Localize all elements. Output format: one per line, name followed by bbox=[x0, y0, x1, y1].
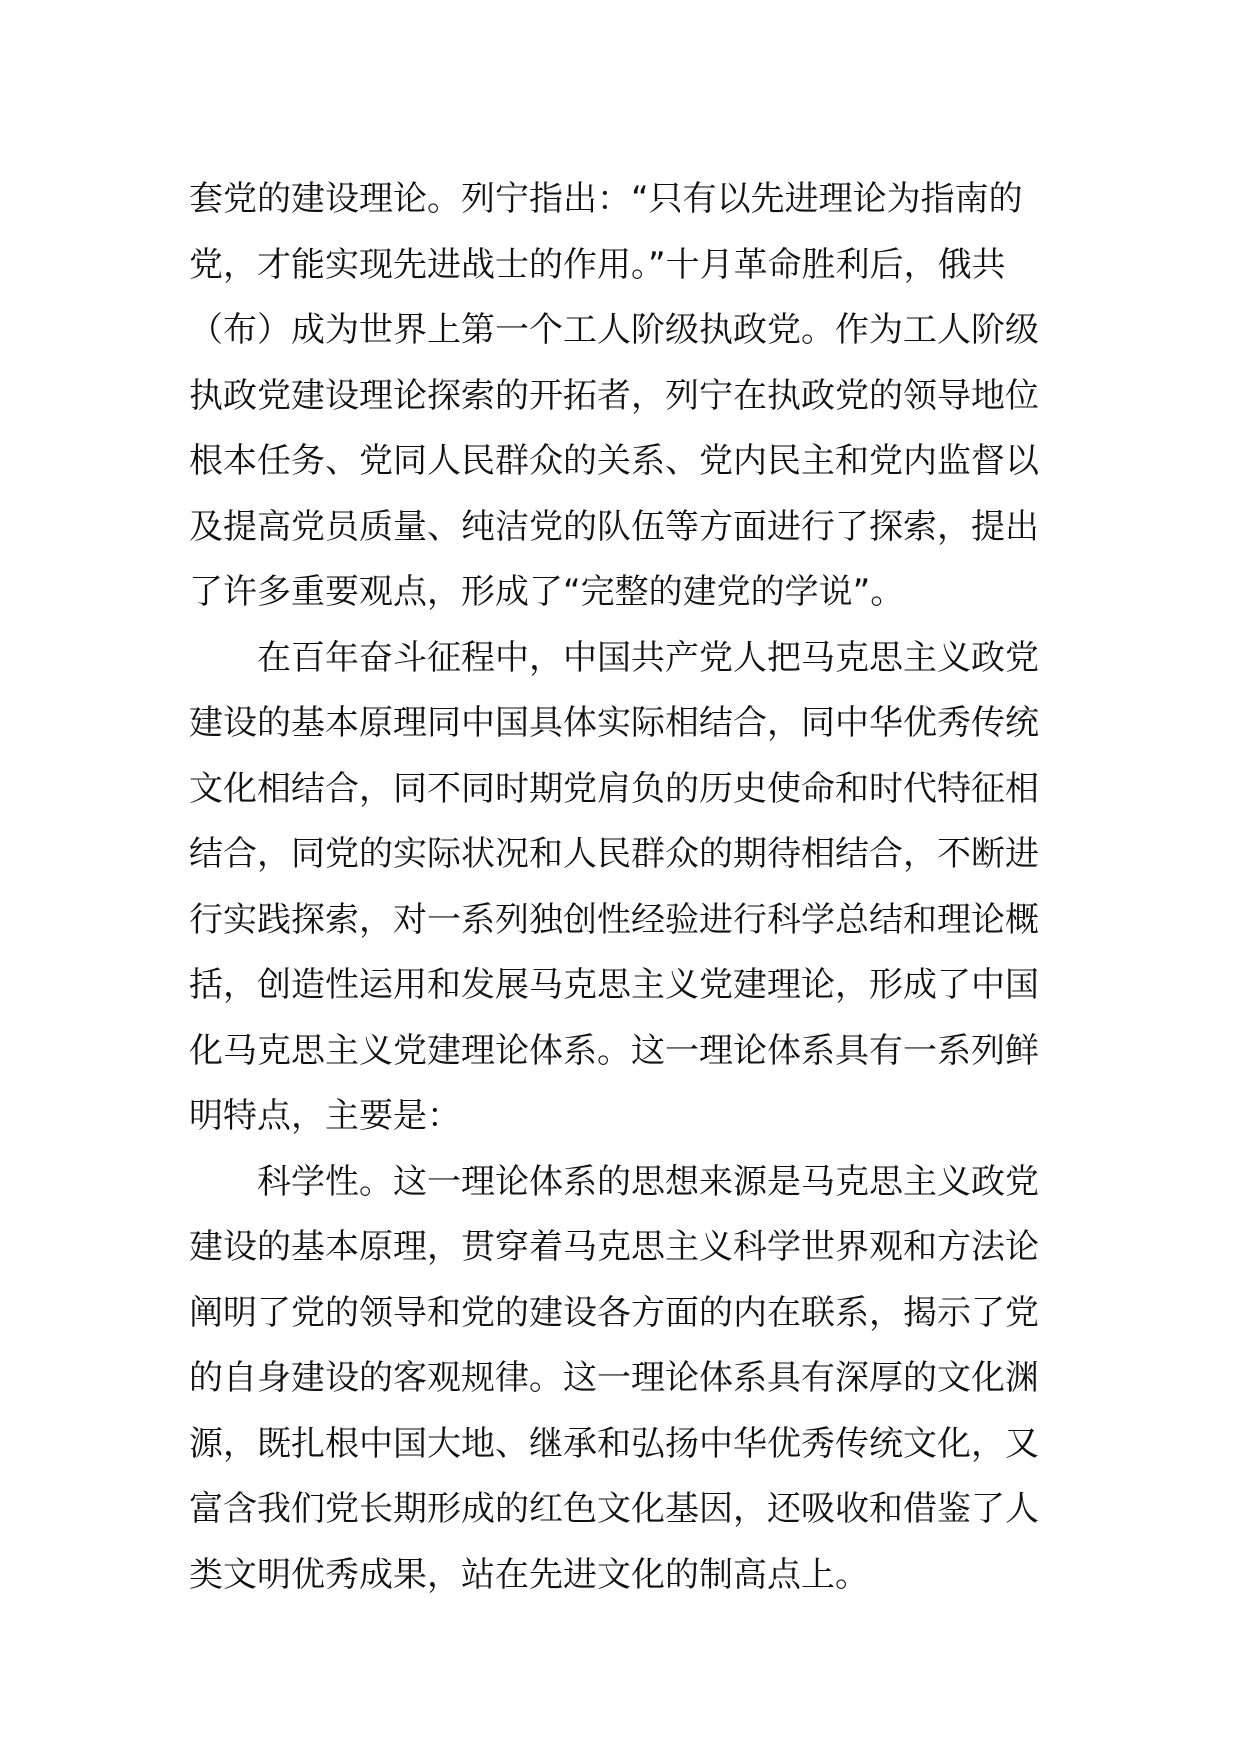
text-line: 建设的基本原理，贯穿着马克思主义科学世界观和方法论 bbox=[189, 1227, 1039, 1267]
text-line: 结合，同党的实际状况和人民群众的期待相结合，不断进 bbox=[189, 834, 1039, 874]
text-line: 根本任务、党同人民群众的关系、党内民主和党内监督以 bbox=[189, 441, 1039, 481]
paragraph-start-line: 科学性。这一理论体系的思想来源是马克思主义政党 bbox=[257, 1161, 1039, 1202]
text-line: 及提高党员质量、纯洁党的队伍等方面进行了探索，提出 bbox=[189, 506, 1039, 547]
body-text bbox=[189, 167, 1059, 1608]
text-line: 建设的基本原理同中国具体实际相结合，同中华优秀传统 bbox=[189, 703, 1039, 743]
text-line: 执政党建设理论探索的开拓者，列宁在执政党的领导地位 bbox=[189, 375, 1039, 416]
text-line: 富含我们党长期形成的红色文化基因，还吸收和借鉴了人 bbox=[189, 1489, 1039, 1529]
text-line: 行实践探索，对一系列独创性经验进行科学总结和理论概 bbox=[189, 899, 1039, 940]
text-line: 阐明了党的领导和党的建设各方面的内在联系，揭示了党 bbox=[189, 1292, 1039, 1333]
text-line: （布）成为世界上第一个工人阶级执政党。作为工人阶级 bbox=[189, 310, 1039, 350]
text-line: 套党的建设理论。列宁指出：“只有以先进理论为指南的 bbox=[189, 179, 1023, 219]
text-line: 了许多重要观点，形成了“完整的建党的学说”。 bbox=[189, 572, 905, 612]
text-line: 括，创造性运用和发展马克思主义党建理论，形成了中国 bbox=[189, 965, 1039, 1005]
text-line: 明特点，主要是： bbox=[189, 1096, 461, 1136]
text-line: 党，才能实现先进战士的作用。”十月革命胜利后，俄共 bbox=[189, 244, 1006, 285]
text-line: 化马克思主义党建理论体系。这一理论体系具有一系列鲜 bbox=[189, 1030, 1039, 1071]
text-line: 的自身建设的客观规律。这一理论体系具有深厚的文化渊 bbox=[189, 1358, 1039, 1398]
text-line: 源，既扎根中国大地、继承和弘扬中华优秀传统文化，又 bbox=[189, 1423, 1039, 1464]
paragraph-start-line: 在百年奋斗征程中，中国共产党人把马克思主义政党 bbox=[257, 637, 1039, 678]
text-line: 文化相结合，同不同时期党肩负的历史使命和时代特征相 bbox=[189, 768, 1039, 809]
text-line: 类文明优秀成果，站在先进文化的制高点上。 bbox=[189, 1554, 869, 1595]
